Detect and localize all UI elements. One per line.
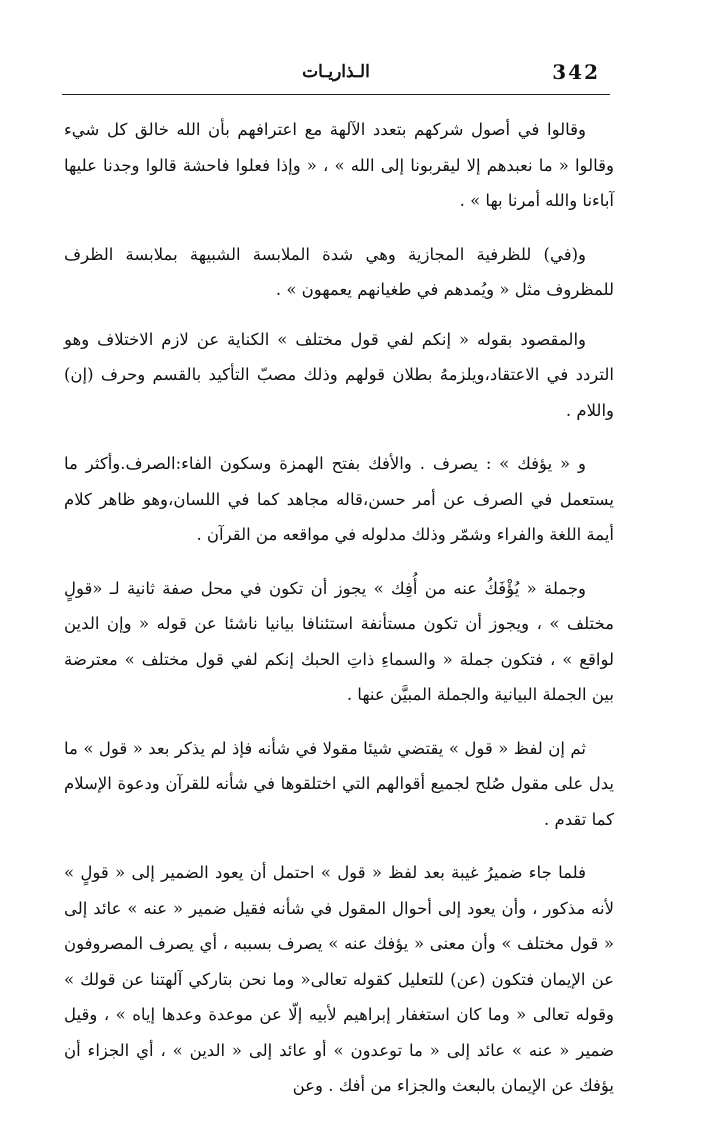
running-title: الـذاريـات [302,62,370,82]
paragraph-6: ثم إن لفظ « قول » يقتضي شيئا مقولا في شأنه فإذ لم يذكر بعد « قول » ما يدل على مقول صُلح لجميع أقوالهم التي اختلقوها في شأنه للقرآن ودعوة الإسلام كما تقدم . [64,738,614,829]
page-header [62,54,610,94]
paragraph-2: و(في) للظرفية المجازية وهي شدة الملابسة الشبيهة بملابسة الظرف للمظروف مثل « ويُمدهم في طغيانهم يعمهون » . [64,244,614,299]
page-body [64,112,614,1122]
paragraph-7: فلما جاء ضميرُ غيبة بعد لفظ « قول » احتمل أن يعود الضمير إلى « قولٍ » لأنه مذكور ، وأن يعود إلى أحوال المقول في شأنه فقيل ضمير « عنه » عائد إلى « قول مختلف » وأن معنى « يؤفك عنه » يصرف بسببه ، أي يصرف المصروفون عن الإيمان فتكون (عن) للتعليل كقوله تعالى« وما نحن بتاركي آلهتنا عن قولك » وقوله تعالى « وما كان استغفار إبراهيم لأبيه إلّا عن موعدة وعدها إياه » ، وقيل ضمير « عنه » عائد إلى « ما توعدون » أو عائد إلى « الدين » ، أي الجزاء أن يؤفك عن الإيمان بالبعث والجزاء من أفك . وعن [64,863,614,1095]
paragraph-5: وجملة « يُؤْفَكُ عنه من أُفِك » يجوز أن تكون في محل صفة ثانية لـ «قولٍ مختلف » ، ويجوز أن تكون مستأنفة استئنافا بيانيا ناشئا عن قوله « وإن الدين لواقع » ، فتكون جملة « والسماءِ ذاتِ الحبك إنكم لفي قول مختلف » معترضة بين الجملة البيانية والجملة المبيَّن عنها . [64,578,614,704]
paragraph-3: والمقصود بقوله « إنكم لفي قول مختلف » الكناية عن لازم الاختلاف وهو التردد في الاعتقاد،ويلزمهُ بطلان قولهم وذلك مصبّ التأكيد بالقسم وحرف (إن) واللام . [64,329,614,420]
header-divider [62,94,610,95]
page-number: 342 [552,60,600,84]
paragraph-4: و « يؤفك » : يصرف . والأفك بفتح الهمزة وسكون الفاء:الصرف.وأكثر ما يستعمل في الصرف عن أمر حسن،قاله مجاهد كما في اللسان،وهو ظاهر كلام أيمة اللغة والفراء وشمّر وذلك مدلوله في مواقعه من القرآن . [64,454,614,544]
paragraph-1: وقالوا في أصول شركهم بتعدد الآلهة مع اعترافهم بأن الله خالق كل شيء وقالوا « ما نعبدهم إلا ليقربونا إلى الله » ، « وإذا فعلوا فاحشة قالوا وجدنا عليها آباءنا والله أمرنا بها » . [64,120,614,210]
